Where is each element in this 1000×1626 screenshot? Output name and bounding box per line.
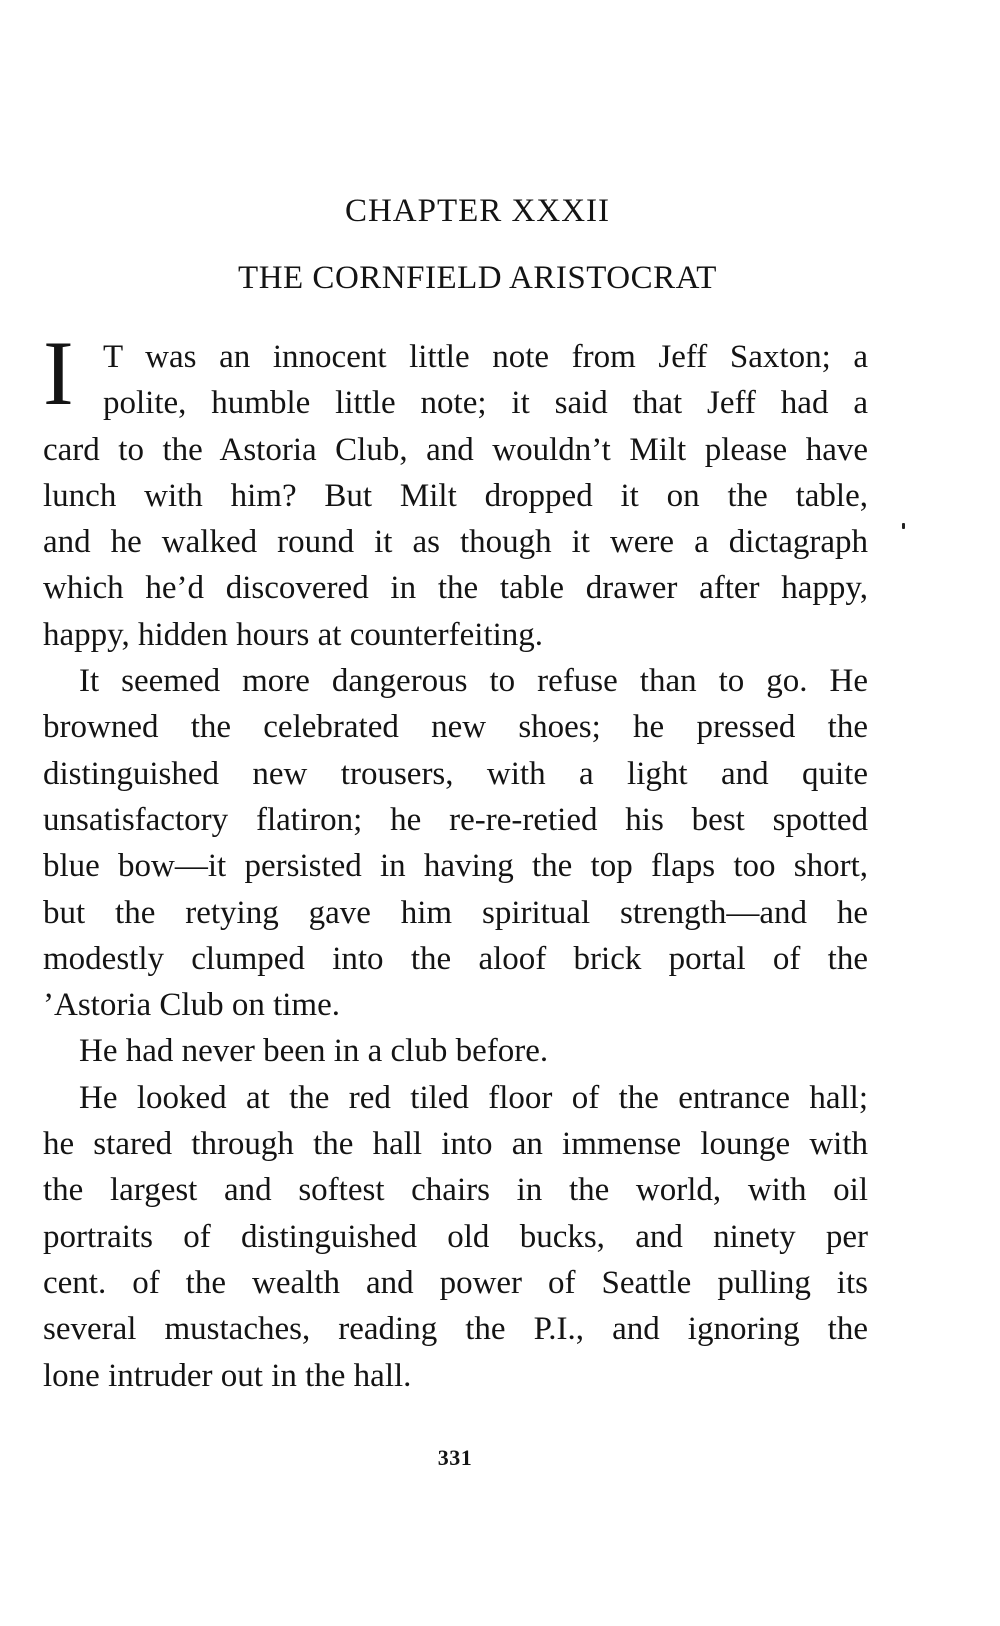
text-line: blue bow—it persisted in having the top flaps too short, [43,848,868,885]
stray-ink-mark [902,523,905,529]
text-line: He had never been in a club before. [79,1033,549,1070]
text-line: but the retying gave him spiritual strength—and he [43,894,868,931]
body-text [43,322,868,1399]
text-line: It seemed more dangerous to refuse than to go. He [79,663,868,700]
page-number: 331 [437,1445,473,1470]
text-line: modestly clumped into the aloof brick portal of the [43,940,868,977]
text-line: cent. of the wealth and power of Seattle pulling its [43,1264,868,1301]
chapter-number: CHAPTER XXXII [344,193,611,229]
text-line: happy, hidden hours at counterfeiting. [43,616,544,653]
chapter-title: THE CORNFIELD ARISTOCRAT [238,260,717,296]
text-line: lone intruder out in the hall. [43,1357,412,1394]
drop-cap: I [43,322,74,424]
text-line: several mustaches, reading the P.I., and ignoring the [43,1311,868,1348]
text-line: the largest and softest chairs in the world, with oil [43,1172,868,1209]
text-line: card to the Astoria Club, and wouldn’t Milt please have [43,431,868,468]
text-line: he stared through the hall into an immense lounge with [43,1126,868,1163]
text-line: unsatisfactory flatiron; he re-re-retied his best spotted [43,801,868,838]
text-line: portraits of distinguished old bucks, and ninety per [43,1218,868,1255]
text-line: ’Astoria Club on time. [43,987,340,1024]
text-line: and he walked round it as though it were a dictagraph [43,524,868,561]
text-line: distinguished new trousers, with a light and quite [43,755,868,792]
text-line: He looked at the red tiled floor of the entrance hall; [79,1079,868,1116]
text-line: T was an innocent little note from Jeff Saxton; a [103,339,868,375]
text-line: which he’d discovered in the table drawer after happy, [43,570,868,607]
text-line: browned the celebrated new shoes; he pressed the [43,709,868,746]
text-line: polite, humble little note; it said that Jeff had a [103,385,868,422]
text-line: lunch with him? But Milt dropped it on the table, [43,477,868,514]
